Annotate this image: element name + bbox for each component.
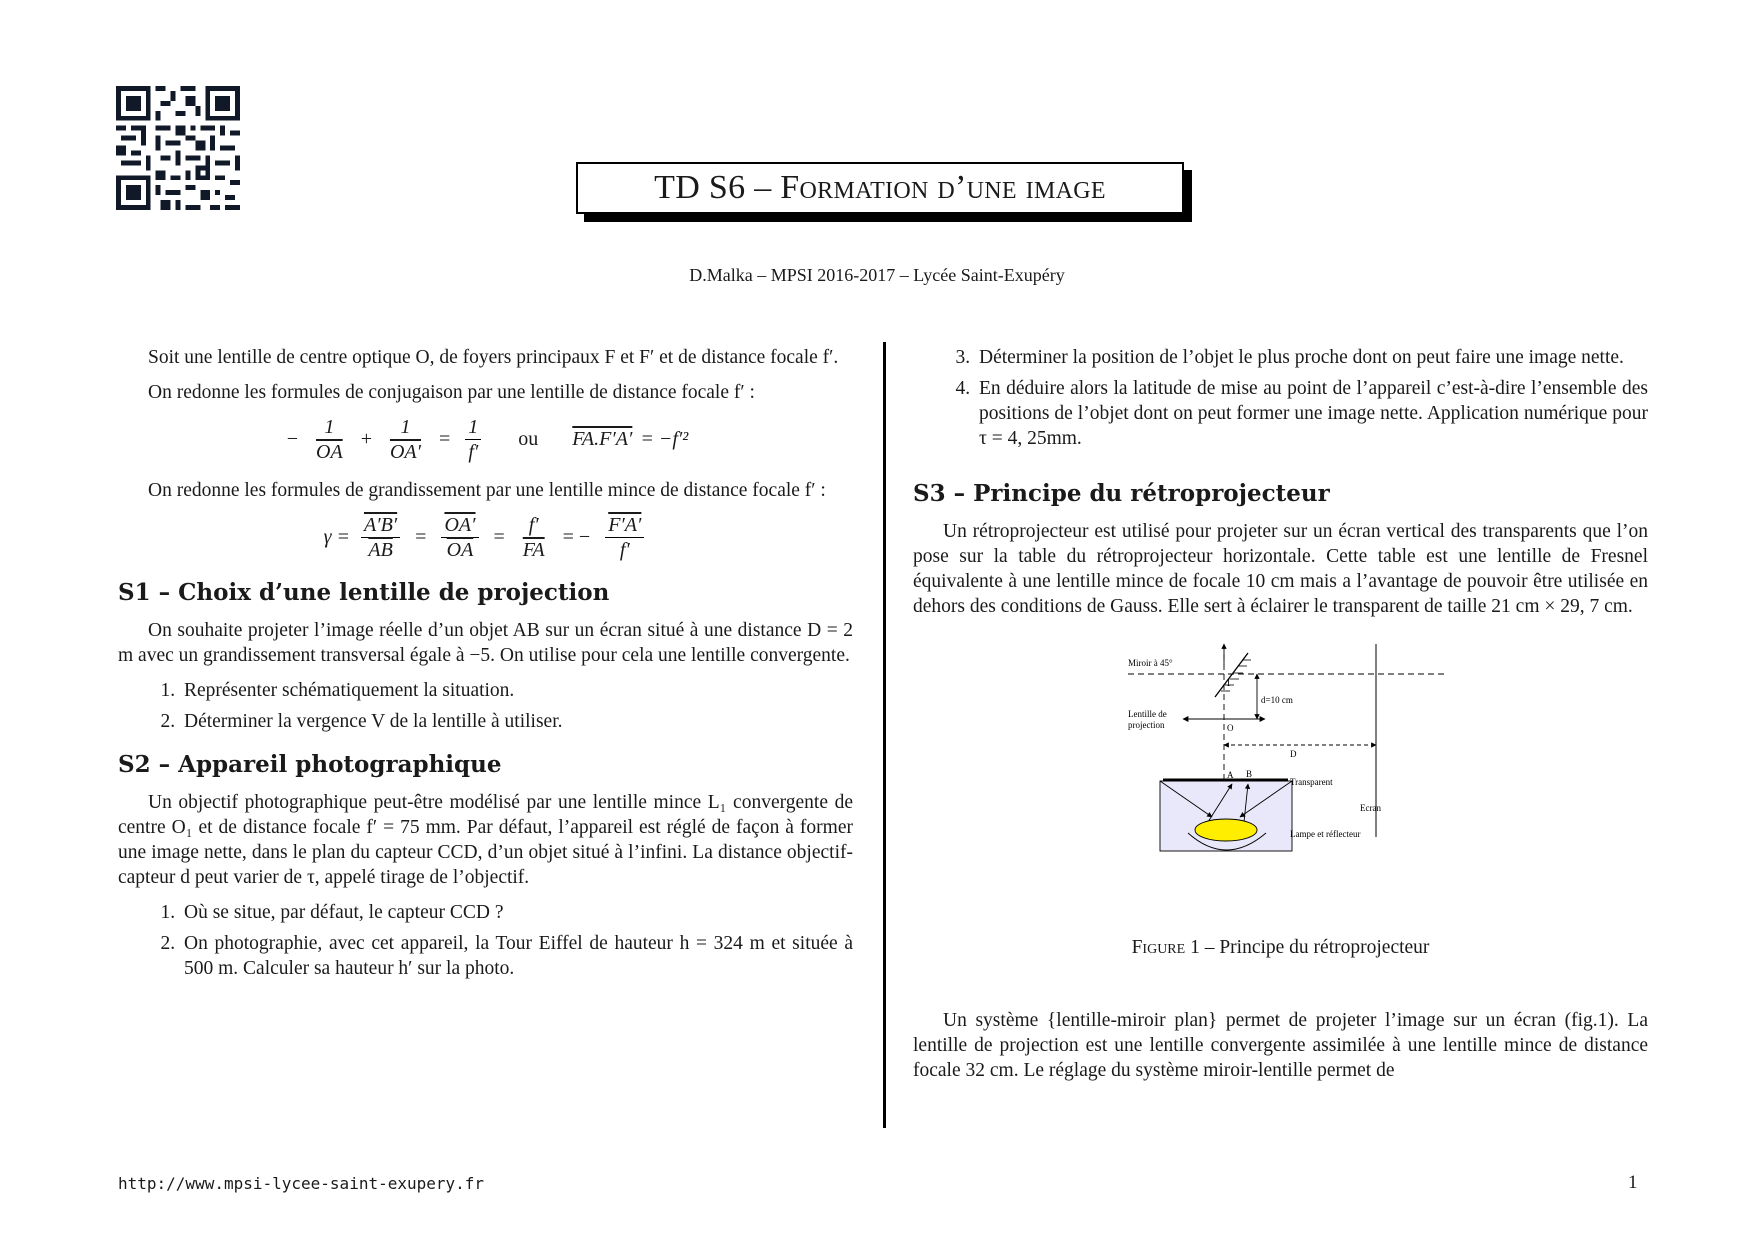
eq1-f2-den: OA′ <box>389 441 422 463</box>
eq2-g2-den: OA <box>446 539 474 561</box>
section-s3-title: S3 – Principe du rétroprojecteur <box>913 480 1330 507</box>
list-item: 2. Déterminer la vergence V de la lentille à utiliser. <box>180 709 853 734</box>
column-divider <box>883 342 886 1128</box>
footer-url: http://www.mpsi-lycee-saint-exupery.fr <box>118 1174 485 1193</box>
eq1-f1-den: OA <box>316 441 343 463</box>
eq2-g4-num: F′A′ <box>605 513 644 538</box>
eq2-fraction-1 <box>361 513 400 562</box>
list-item: 3. Déterminer la position de l’objet le plus proche dont on peut faire une image nette. <box>975 345 1648 370</box>
retroprojector-diagram <box>1128 639 1448 869</box>
author-line: D.Malka – MPSI 2016-2017 – Lycée Saint-Exupéry <box>689 265 1065 285</box>
eq2-fraction-3 <box>520 513 548 562</box>
section-s1-paragraph: On souhaite projeter l’image réelle d’un objet AB sur un écran situé à une distance D = 2 m avec un grandissement transversal égale à −5. On utilise pour cela une lentille convergente. <box>118 620 853 666</box>
eq2-g2-num: OA′ <box>441 513 478 538</box>
intro-paragraph-3: On redonne les formules de grandissement par une lentille mince de distance focale f′ : <box>148 480 826 501</box>
point-a-label: A <box>1227 770 1234 780</box>
eq1-newton-lhs: FA.F′A′ <box>572 428 633 450</box>
eq2-gamma: γ = <box>323 526 350 548</box>
intro-paragraph-1: Soit une lentille de centre optique O, de foyers principaux F et F′ et de distance focale f′. <box>148 347 839 368</box>
list-item: 1. Représenter schématiquement la situation. <box>180 678 853 703</box>
eq2-g3-num: f′ <box>526 513 542 538</box>
page-number: 1 <box>1628 1172 1638 1193</box>
point-o-label: O <box>1227 723 1234 733</box>
distance-d-label: d=10 cm <box>1261 695 1293 705</box>
eq2-fraction-4 <box>605 513 644 562</box>
figure-caption <box>913 935 1648 960</box>
lamp <box>1195 819 1257 841</box>
screen-label: Ecran <box>1360 803 1381 813</box>
lens-label-1: Lentille de <box>1128 709 1167 719</box>
figure-caption-prefix: Figure 1 <box>1131 937 1200 958</box>
list-item: 2. On photographie, avec cet appareil, la Tour Eiffel de hauteur h = 324 m et située à 500 m. Calculer sa hauteur h′ sur la photo. <box>180 931 853 981</box>
distance-D-label: D <box>1290 749 1297 759</box>
figure-retroprojector <box>913 629 1648 929</box>
eq2-g4-den: f′ <box>619 539 630 561</box>
mirror-line <box>1215 653 1248 697</box>
point-b-label: B <box>1246 769 1253 779</box>
eq1-f3-num: 1 <box>465 415 481 440</box>
eq1-ou: ou <box>518 428 539 450</box>
eq1-f2-num: 1 <box>397 415 413 440</box>
eq1-f3-den: f′ <box>468 441 479 463</box>
point-i-label: I <box>1227 678 1230 688</box>
mirror-label: Miroir à 45° <box>1128 658 1173 668</box>
document-title: TD S6 – Formation d’une image <box>576 162 1184 214</box>
intro-paragraph-2: On redonne les formules de conjugaison par une lentille de distance focale f′ : <box>148 382 755 403</box>
eq1-minus: − <box>286 428 299 450</box>
section-s3-paragraph-2: Un système {lentille-miroir plan} permet de projeter l’image sur un écran (fig.1). La lentille de projection est une lentille convergente assimilée à une lentille mince de distance focale 32 cm. Le réglage du système miroir-lentille permet de <box>913 1010 1648 1081</box>
figure-caption-text: – Principe du rétroprojecteur <box>1199 937 1430 958</box>
eq2-g3-den: FA <box>522 539 545 561</box>
mirror-hatching <box>1221 660 1251 691</box>
section-s2-questions-continued <box>913 345 1648 451</box>
eq2-equals-c: = − <box>562 526 591 548</box>
section-s2-title: S2 – Appareil photographique <box>118 751 502 778</box>
eq1-plus: + <box>360 428 372 450</box>
eq1-fraction-1 <box>313 415 346 464</box>
qr-code <box>116 86 240 210</box>
section-s1-questions <box>118 678 853 734</box>
right-column <box>913 345 1648 1093</box>
left-column <box>118 345 853 989</box>
eq1-equals: = <box>439 428 451 450</box>
list-item: 1. Où se situe, par défaut, le capteur CCD ? <box>180 900 853 925</box>
magnification-formula <box>118 513 853 562</box>
eq1-newton-rhs: = −f′² <box>640 428 689 450</box>
list-item: 4. En déduire alors la latitude de mise au point de l’appareil c’est-à-dire l’ensemble des positions de l’objet dont on peut former une image nette. Application numérique pour τ = 4, 25mm. <box>975 376 1648 451</box>
section-s2-questions <box>118 900 853 981</box>
eq1-fraction-2 <box>387 415 424 464</box>
section-s2-paragraph: Un objectif photographique peut-être modélisé par une lentille mince L₁ convergente de centre O₁ et de distance focale f′ = 75 mm. Par défaut, l’appareil est réglé de façon à former une image nette, dans le plan du capteur CCD, d’un objet situé à l’infini. La distance objectif-capteur d peut varier de τ, appelé tirage de l’objectif. <box>118 792 853 888</box>
lens-label-2: projection <box>1128 720 1165 730</box>
lamp-label: Lampe et réflecteur <box>1290 829 1361 839</box>
section-s1-title: S1 – Choix d’une lentille de projection <box>118 579 610 606</box>
conjugation-formula <box>118 415 853 464</box>
eq2-g1-den: AB <box>368 539 393 561</box>
eq2-fraction-2 <box>441 513 478 562</box>
eq1-fraction-3 <box>465 415 481 464</box>
transparent-label: Transparent <box>1290 777 1333 787</box>
eq2-equals-b: = <box>493 526 505 548</box>
section-s3-paragraph: Un rétroprojecteur est utilisé pour projeter sur un écran vertical des transparents que l’on pose sur la table du rétroprojecteur horizontale. Cette table est une lentille de Fresnel équivalente à une lentille mince de focale 10 cm mais a l’avantage de pouvoir être utilisée en dehors des conditions de Gauss. Elle sert à éclairer le transparent de taille 21 cm × 29, 7 cm. <box>913 521 1648 617</box>
eq2-equals-a: = <box>415 526 427 548</box>
eq2-g1-num: A′B′ <box>361 513 400 538</box>
eq1-f1-num: 1 <box>321 415 337 440</box>
